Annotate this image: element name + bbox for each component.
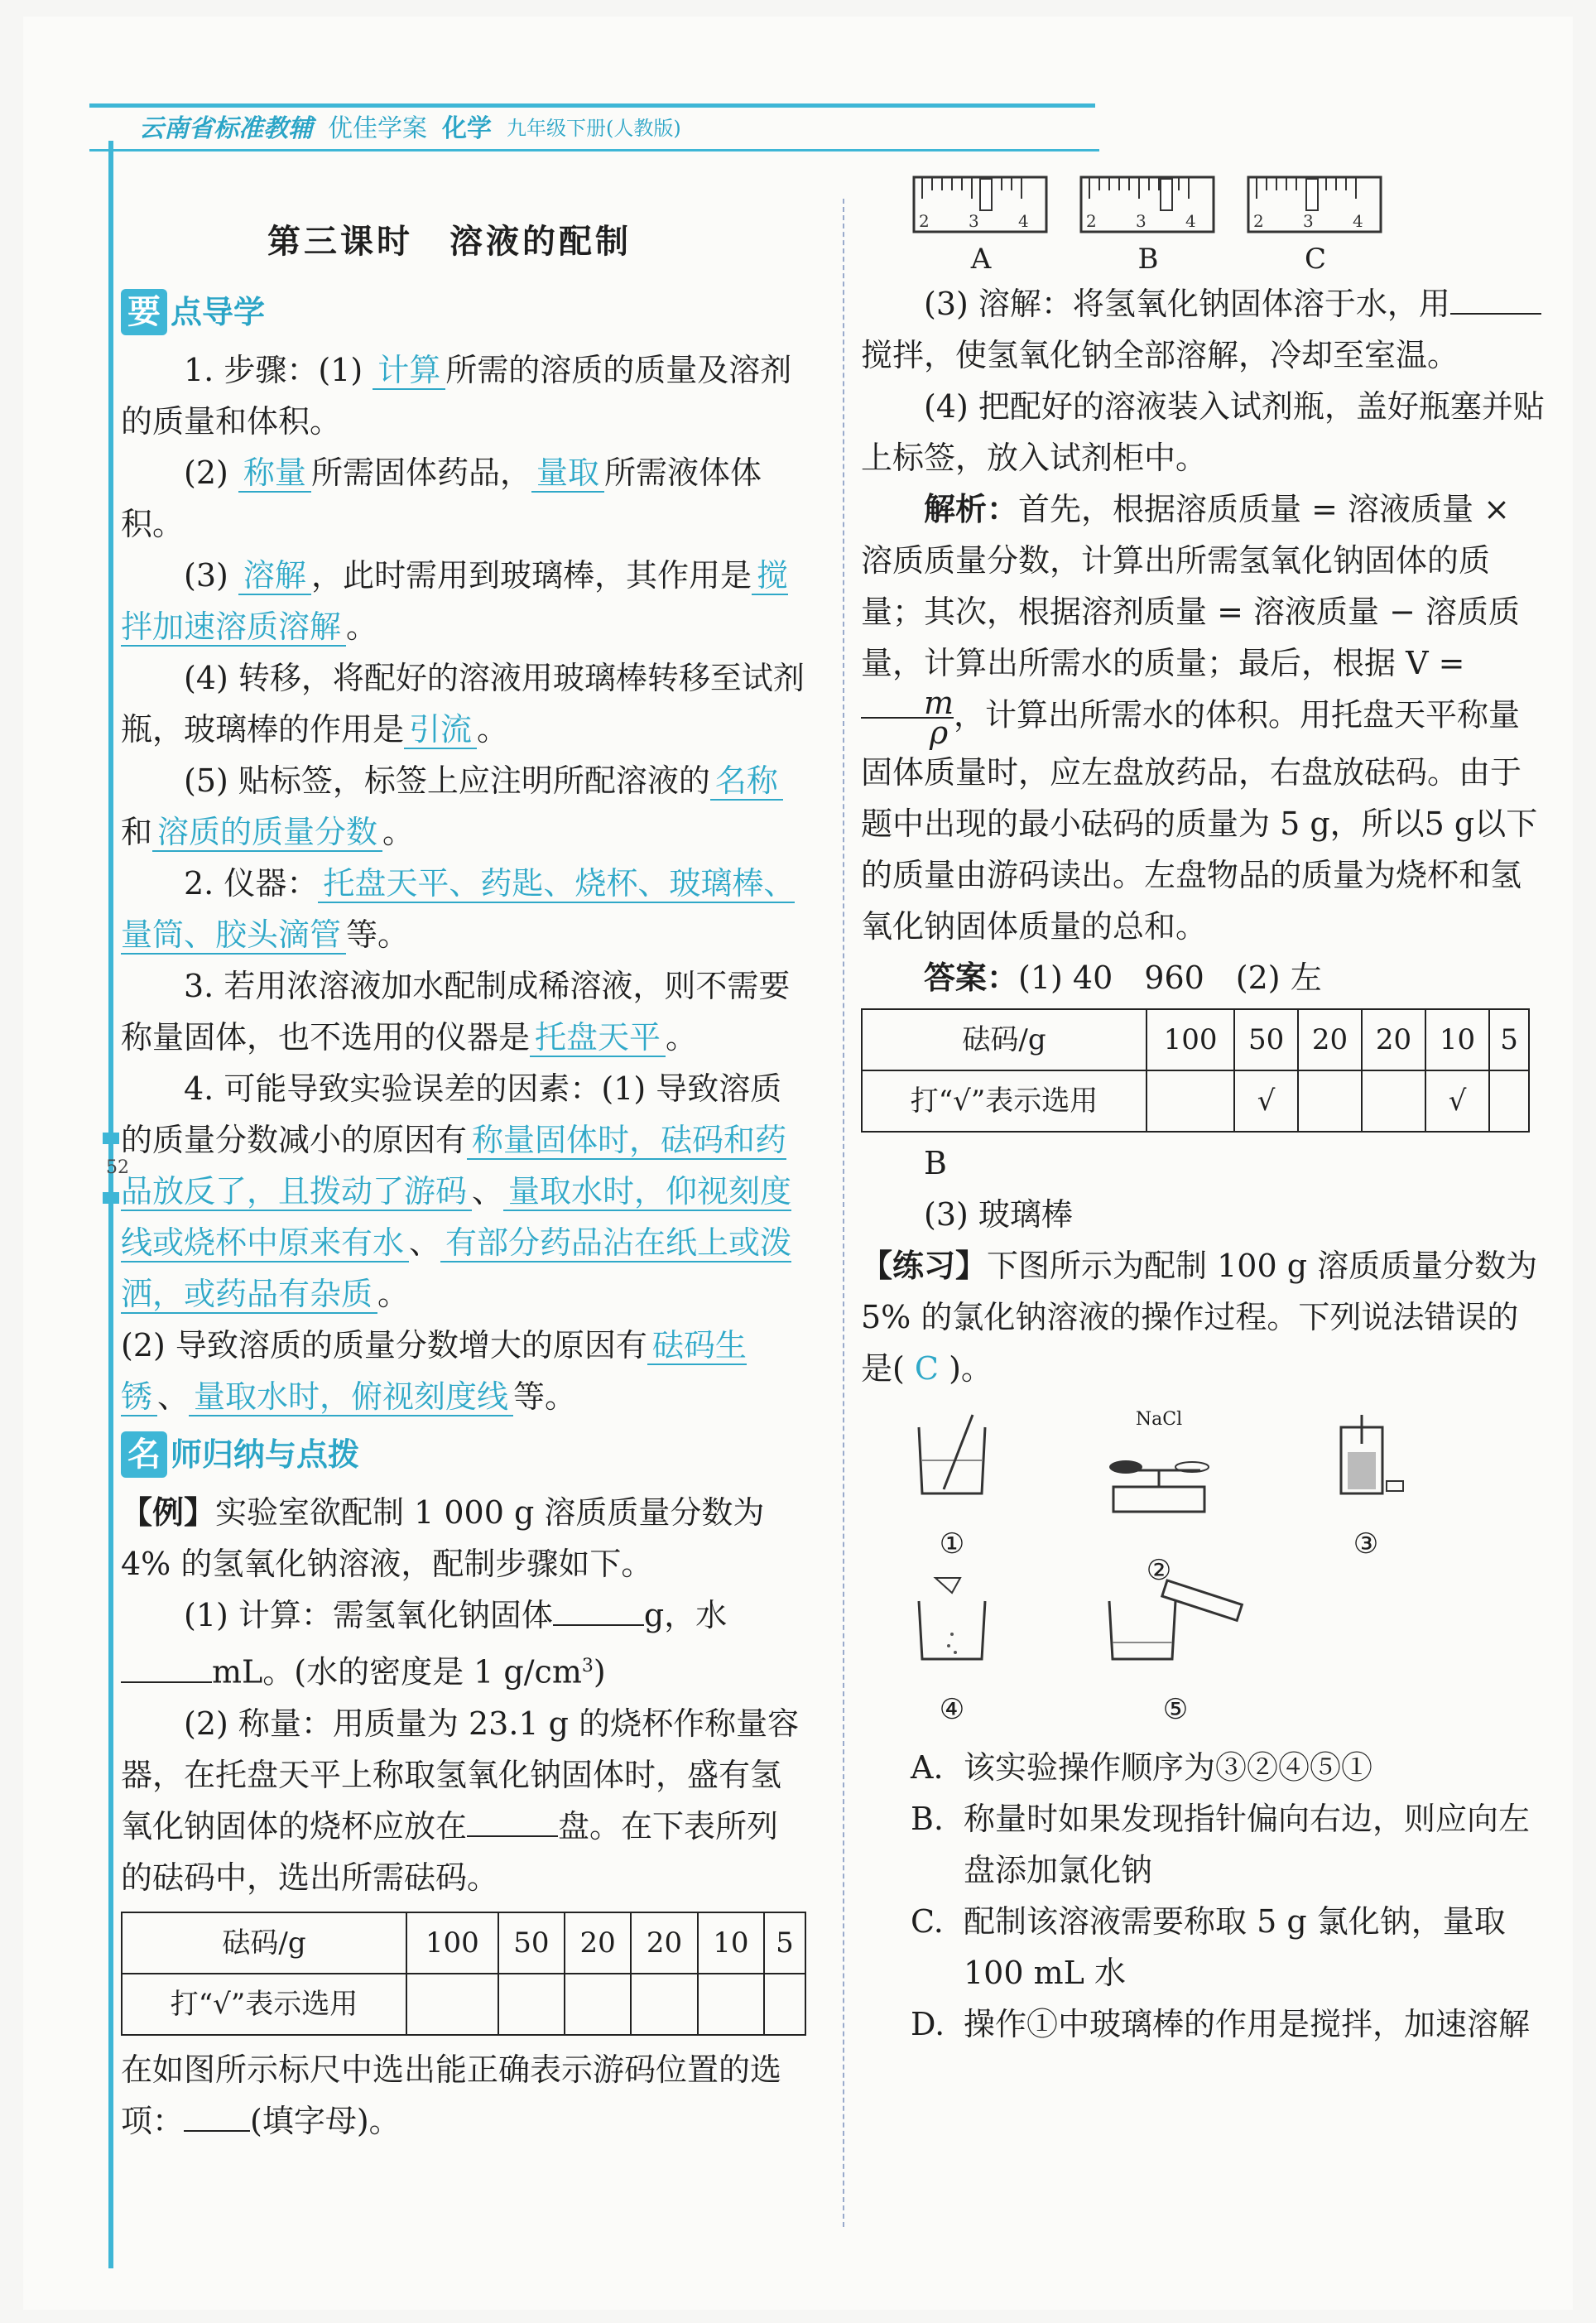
table-row-label: 打“√”表示选用 bbox=[122, 1974, 406, 2035]
answer-error-4: 砝码生锈 bbox=[121, 1327, 747, 1415]
option-d: D. 操作①中玻璃棒的作用是搅拌，加速溶解 bbox=[911, 2006, 1531, 2042]
page bbox=[23, 17, 1573, 2310]
weights-table-blank bbox=[121, 1912, 806, 2036]
right-column bbox=[861, 174, 1548, 2050]
table-header: 砝码/g bbox=[122, 1912, 406, 1974]
section-label: 点导学 bbox=[171, 294, 266, 330]
procedure-figures bbox=[861, 1394, 1548, 1742]
item-errors-2: (2) 导致溶质的质量分数增大的原因有 砝码生锈 、 量取水时，俯视刻度线 等。 bbox=[121, 1327, 747, 1415]
weight-cell: 20 bbox=[631, 1912, 697, 1974]
svg-text:2: 2 bbox=[1253, 211, 1264, 231]
answer-balance: 托盘天平 bbox=[530, 1019, 666, 1057]
weight-cell: 100 bbox=[1147, 1009, 1234, 1070]
options-list bbox=[911, 1742, 1548, 2050]
section-icon: 名 bbox=[121, 1431, 167, 1478]
svg-text:3: 3 bbox=[1303, 211, 1314, 231]
section-label: 师归纳与点拨 bbox=[171, 1436, 360, 1473]
svg-text:4: 4 bbox=[1353, 211, 1363, 231]
side-notch-top bbox=[103, 1133, 119, 1144]
ruler-label: C bbox=[1304, 243, 1326, 276]
weight-cell: 5 bbox=[764, 1912, 805, 1974]
svg-text:4: 4 bbox=[1185, 211, 1196, 231]
answer-error-3: 有部分药品沾在纸上或泼洒，或药品有杂质 bbox=[121, 1224, 792, 1312]
answer-error-1: 称量固体时，砝码和药品放反了，且拨动了游码 bbox=[121, 1122, 787, 1210]
side-bar bbox=[108, 141, 113, 2268]
practice-answer: C bbox=[914, 1350, 939, 1387]
practice-question: 【练习】下图所示为配制 100 g 溶质质量分数为 5% 的氯化钠溶液的操作过程。下列说法错误的是( C )。 bbox=[861, 1248, 1538, 1387]
reagent-bottle-figure bbox=[1324, 1411, 1407, 1502]
step-3: (3) 溶解 ，此时需用到玻璃棒，其作用是 搅拌加速溶质溶解 。 bbox=[121, 557, 788, 645]
ruler-question: 在如图所示标尺中选出能正确表示游码位置的选项： (填字母)。 bbox=[121, 2051, 782, 2139]
header-series: 云南省标准教辅 bbox=[139, 114, 313, 143]
header-book: 优佳学案 bbox=[328, 114, 427, 143]
step-1: 1. 步骤：(1) 计算 所需的溶质的质量及溶剂的质量和体积。 bbox=[121, 352, 792, 440]
ruler-b-figure bbox=[1078, 174, 1219, 240]
check-cell bbox=[1147, 1070, 1234, 1132]
check-cell bbox=[1489, 1070, 1529, 1132]
figure-4: ④ bbox=[911, 1576, 993, 1735]
answer-3: (3) 玻璃棒 bbox=[924, 1196, 1073, 1233]
answer-fraction: 溶质的质量分数 bbox=[152, 814, 382, 852]
answer-error-5: 量取水时，俯视刻度线 bbox=[189, 1378, 513, 1416]
ruler-label: A bbox=[970, 243, 992, 276]
section-icon: 要 bbox=[121, 289, 167, 335]
ruler-c bbox=[1245, 174, 1386, 278]
example-question: 【例】实验室欲配制 1 000 g 溶质质量分数为 4% 的氢氧化钠溶液，配制步骤如下。 bbox=[121, 1494, 765, 1582]
beaker-stir-figure bbox=[911, 1411, 993, 1502]
figure-5: ⑤ bbox=[1101, 1576, 1250, 1735]
page-title: 第三课时 溶液的配制 bbox=[267, 222, 632, 261]
table-header: 砝码/g bbox=[862, 1009, 1147, 1070]
example-part-1: (1) 计算：需氢氧化钠固体 g，水 mL。(水的密度是 1 $g/cm^3$) bbox=[121, 1590, 808, 1698]
answer-stir: 搅拌加速溶质溶解 bbox=[121, 557, 788, 645]
figure-3: ③ bbox=[1324, 1411, 1407, 1570]
header-subject: 化学 bbox=[442, 114, 492, 143]
weight-cell: 100 bbox=[406, 1912, 498, 1974]
header bbox=[139, 106, 681, 146]
option-a: A. 该实验操作顺序为③②④⑤① bbox=[911, 1749, 1373, 1786]
weight-cell: 20 bbox=[565, 1912, 631, 1974]
option-b: B. 称量时如果发现指针偏向右边，则应向左盘添加氯化钠 bbox=[911, 1801, 1531, 1888]
step-4: (4) 转移，将配好的溶液用玻璃棒转移至试剂瓶，玻璃棒的作用是 引流 。 bbox=[121, 660, 805, 748]
ruler-label: B bbox=[1137, 243, 1159, 276]
side-notch-bottom bbox=[103, 1192, 119, 1204]
page-number: 52 bbox=[106, 1157, 129, 1178]
svg-text:3: 3 bbox=[1136, 211, 1147, 231]
pour-water-figure bbox=[1101, 1576, 1250, 1667]
answer-calc: 计算 bbox=[373, 352, 445, 390]
example-part-3: (3) 溶解：将氢氧化钠固体溶于水，用搅拌，使氢氧化钠全部溶解，冷却至室温。 bbox=[861, 278, 1548, 381]
weight-cell: 5 bbox=[1489, 1009, 1529, 1070]
ruler-options bbox=[911, 174, 1548, 278]
check-cell bbox=[1362, 1070, 1425, 1132]
analysis: 解析：首先，根据溶质质量 = 溶液质量 × 溶质质量分数，计算出所需氢氧化钠固体的质量；其次，根据溶剂质量 = 溶液质量 − 溶质质量，计算出所需水的质量；最后，根据 V = $\frac{m}{\rho}$ ，计算出所需水的体积。用托盘天平称量固体质量时，应左盘放药品，右盘放砝码。由于题中出现的最小砝码的质量为 5 g，所以5 g以下的质量由游码读出。左盘物品的质量为烧杯和氢氧化钠固体质量的总和。 bbox=[861, 491, 1538, 945]
answer-error-2: 量取水时，仰视刻度线或烧杯中原来有水 bbox=[121, 1173, 792, 1261]
item-instruments: 2. 仪器： 托盘天平、药匙、烧杯、玻璃棒、量筒、胶头滴管 等。 bbox=[121, 865, 796, 953]
ruler-c-figure bbox=[1245, 174, 1386, 240]
step-2: (2) 称量 所需固体药品， 量取 所需液体体积。 bbox=[121, 454, 762, 542]
svg-text:2: 2 bbox=[919, 211, 930, 231]
example-part-4: (4) 把配好的溶液装入试剂瓶，盖好瓶塞并贴上标签，放入试剂柜中。 bbox=[861, 388, 1545, 476]
figure-1: ① bbox=[911, 1411, 993, 1570]
section-teacher-summary bbox=[121, 1427, 808, 1482]
weights-table-answer bbox=[861, 1008, 1530, 1133]
answer-instruments: 托盘天平、药匙、烧杯、玻璃棒、量筒、胶头滴管 bbox=[121, 865, 796, 953]
pour-solid-figure bbox=[911, 1576, 993, 1667]
answer-b: B bbox=[924, 1145, 947, 1181]
header-rule-bottom bbox=[89, 149, 1099, 152]
answer-guide: 引流 bbox=[404, 711, 477, 749]
weight-cell: 50 bbox=[498, 1912, 565, 1974]
weight-cell: 20 bbox=[1298, 1009, 1362, 1070]
balance-figure bbox=[1101, 1445, 1217, 1528]
fraction-m-rho: $\frac{m}{\rho}$ bbox=[861, 689, 954, 747]
header-grade: 九年级下册(人教版) bbox=[507, 116, 681, 140]
item-errors: 4. 可能导致实验误差的因素：(1) 导致溶质的质量分数减小的原因有 称量固体时，砝码和药品放反了，且拨动了游码 、 量取水时，仰视刻度线或烧杯中原来有水 、 有部分药品沾在纸上或泼洒，或药品有杂质 。 bbox=[121, 1070, 792, 1312]
table-row-label: 打“√”表示选用 bbox=[862, 1070, 1147, 1132]
example-part-2: (2) 称量：用质量为 23.1 g 的烧杯作称量容器，在托盘天平上称取氢氧化钠固体时，盛有氢氧化钠固体的烧杯应放在 盘。在下表所列的砝码中，选出所需砝码。 bbox=[121, 1705, 800, 1896]
answer-name: 名称 bbox=[710, 762, 783, 801]
answer-dissolve: 溶解 bbox=[238, 557, 311, 595]
step-5: (5) 贴标签，标签上应注明所配溶液的 名称和 溶质的质量分数 。 bbox=[121, 755, 808, 858]
left-column bbox=[121, 280, 808, 2147]
weight-cell: 10 bbox=[698, 1912, 764, 1974]
check-cell: √ bbox=[1425, 1070, 1489, 1132]
ruler-a-figure bbox=[911, 174, 1051, 240]
check-cell: √ bbox=[1234, 1070, 1298, 1132]
answer-weigh: 称量 bbox=[238, 454, 311, 493]
ruler-b bbox=[1078, 174, 1219, 278]
weight-cell: 50 bbox=[1234, 1009, 1298, 1070]
weight-cell: 10 bbox=[1425, 1009, 1489, 1070]
answer-measure: 量取 bbox=[531, 454, 604, 493]
figure-2: NaCl ② bbox=[1101, 1394, 1217, 1596]
option-c: C. 配制该溶液需要称取 5 g 氯化钠，量取 100 mL 水 bbox=[911, 1903, 1506, 1991]
item-dilution: 3. 若用浓溶液加水配制成稀溶液，则不需要称量固体，也不选用的仪器是 托盘天平 。 bbox=[121, 968, 791, 1056]
ruler-a bbox=[911, 174, 1051, 278]
answer-line: 答案：(1) 40 960 (2) 左 bbox=[924, 960, 1322, 996]
column-divider bbox=[843, 199, 844, 2227]
svg-text:2: 2 bbox=[1086, 211, 1097, 231]
check-cell bbox=[1298, 1070, 1362, 1132]
weight-cell: 20 bbox=[1362, 1009, 1425, 1070]
svg-text:4: 4 bbox=[1018, 211, 1029, 231]
section-key-points bbox=[121, 285, 808, 339]
svg-text:3: 3 bbox=[969, 211, 979, 231]
